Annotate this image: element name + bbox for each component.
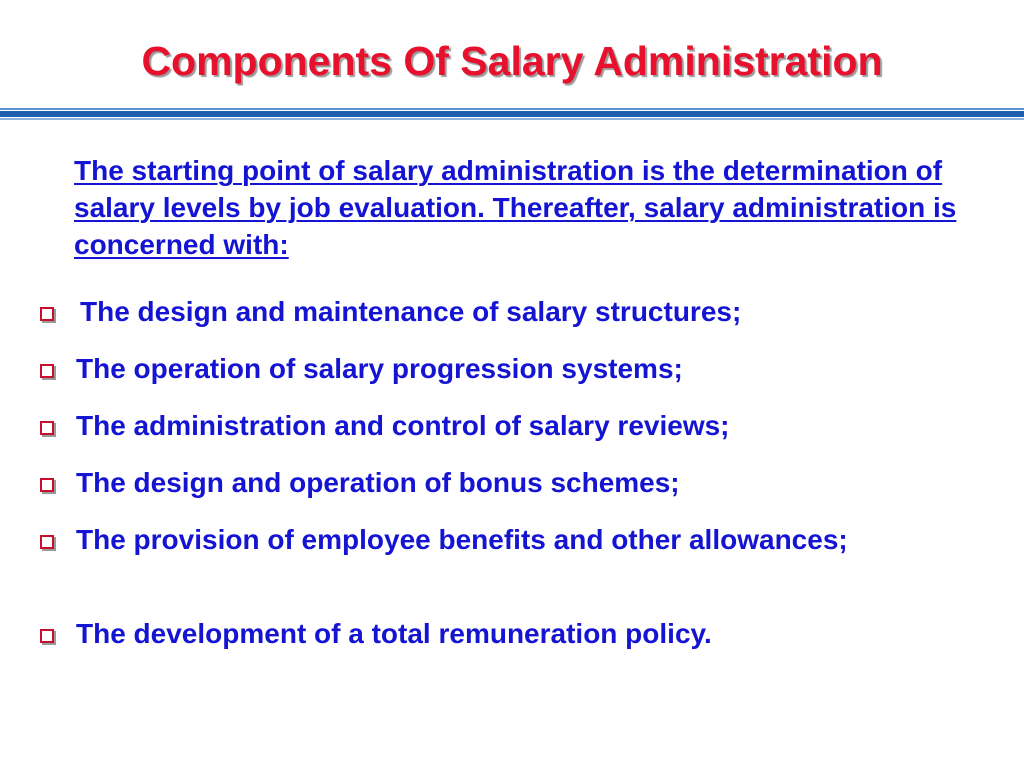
title-divider	[0, 108, 1024, 122]
bullet-text: The administration and control of salary reviews;	[76, 410, 730, 441]
hollow-square-icon	[40, 629, 54, 643]
bullet-text: The operation of salary progression systems;	[76, 353, 683, 384]
hollow-square-icon	[40, 478, 54, 492]
bullet-text: The development of a total remuneration policy.	[76, 618, 712, 649]
bullet-text: The provision of employee benefits and other allowances;	[76, 524, 848, 555]
hollow-square-icon	[40, 535, 54, 549]
intro-paragraph: The starting point of salary administration is the determination of salary levels by job evaluation. Thereafter, salary administration is concerned with:	[74, 155, 957, 260]
hollow-square-icon	[40, 421, 54, 435]
bullet-text: The design and operation of bonus schemes;	[76, 467, 680, 498]
hollow-square-icon	[40, 364, 54, 378]
hollow-square-icon	[40, 307, 54, 321]
bullet-text: The design and maintenance of salary structures;	[80, 296, 742, 327]
slide-title: Components Of Salary Administration	[141, 38, 883, 84]
